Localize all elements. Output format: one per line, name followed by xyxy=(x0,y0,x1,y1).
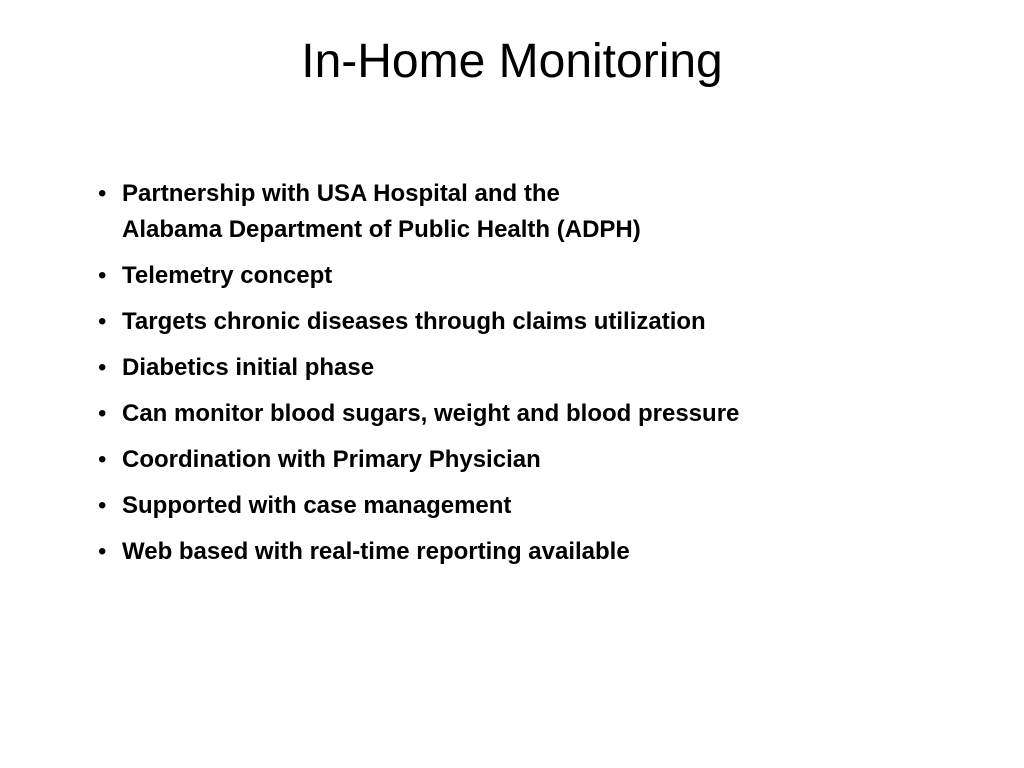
bullet-list xyxy=(98,176,978,580)
bullet-text: Coordination with Primary Physician xyxy=(122,446,541,473)
bullet-dot-icon: • xyxy=(98,308,107,335)
bullet-text-continued: Alabama Department of Public Health (ADPH) xyxy=(122,216,641,243)
bullet-text: Partnership with USA Hospital and the xyxy=(122,180,560,207)
bullet-text: Targets chronic diseases through claims utilization xyxy=(122,308,706,335)
bullet-item xyxy=(98,396,978,432)
bullet-dot-icon: • xyxy=(98,446,107,473)
bullet-dot-icon: • xyxy=(98,354,107,381)
bullet-text: Diabetics initial phase xyxy=(122,354,375,381)
bullet-item xyxy=(98,534,978,570)
bullet-dot-icon: • xyxy=(98,492,107,519)
bullet-text: Web based with real-time reporting available xyxy=(122,538,630,565)
bullet-item xyxy=(98,304,978,340)
bullet-item xyxy=(98,488,978,524)
bullet-dot-icon: • xyxy=(98,538,107,565)
bullet-text: Supported with case management xyxy=(122,492,512,519)
bullet-dot-icon: • xyxy=(98,400,107,427)
bullet-text: Can monitor blood sugars, weight and blood pressure xyxy=(122,400,740,427)
bullet-item xyxy=(98,350,978,386)
bullet-item xyxy=(98,176,978,248)
bullet-item xyxy=(98,442,978,478)
bullet-dot-icon: • xyxy=(98,180,107,207)
bullet-text: Telemetry concept xyxy=(122,262,333,289)
slide-title: In-Home Monitoring xyxy=(301,35,723,88)
bullet-dot-icon: • xyxy=(98,262,107,289)
bullet-item xyxy=(98,258,978,294)
